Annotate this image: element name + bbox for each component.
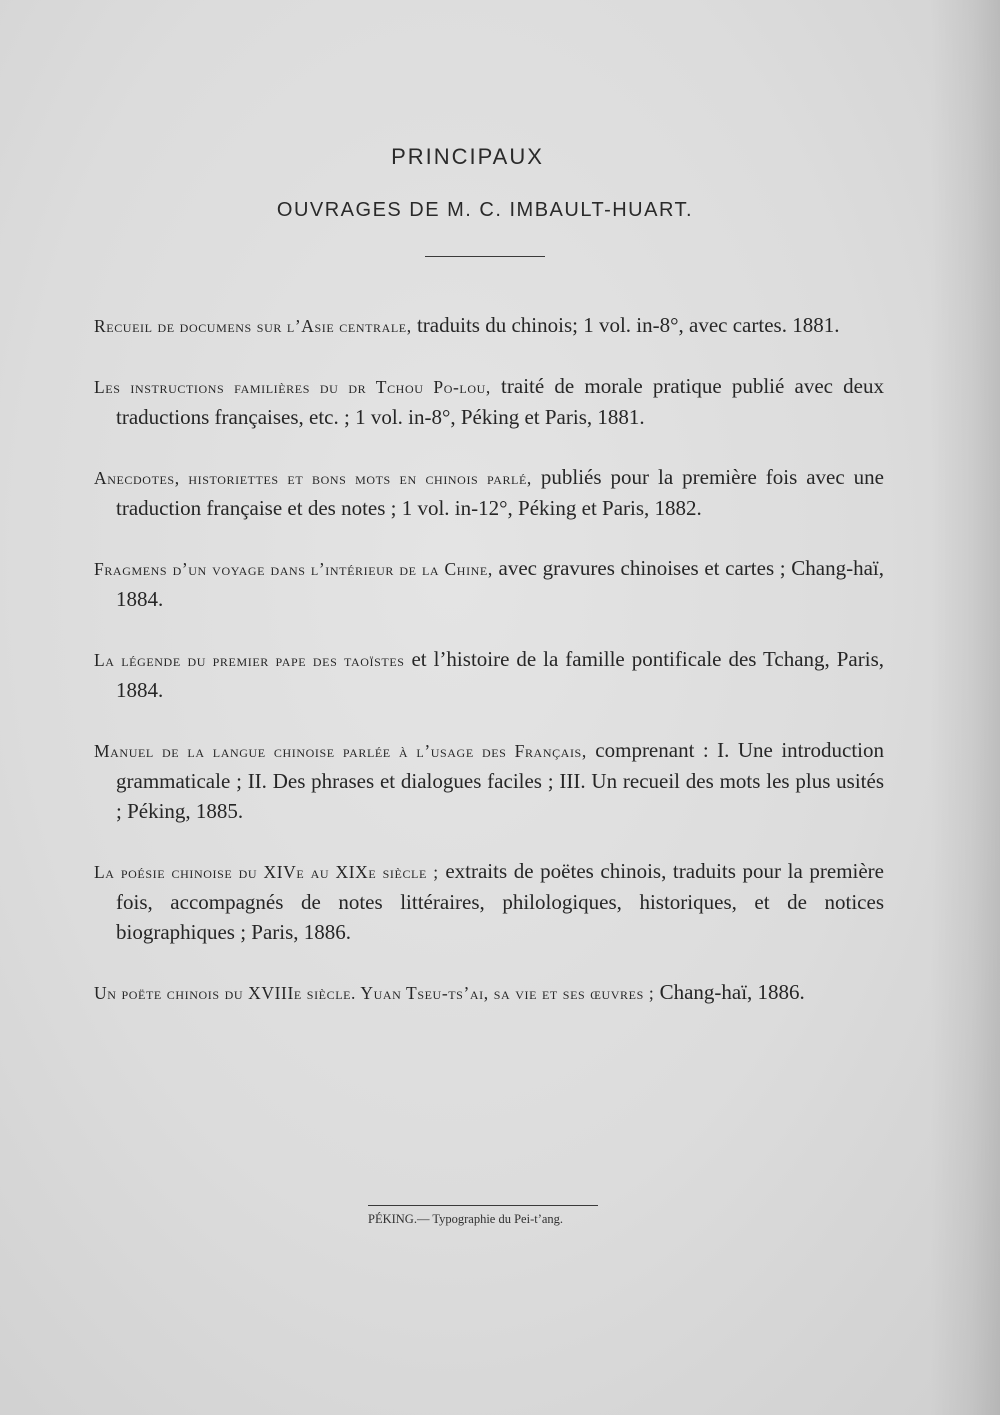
list-item bbox=[94, 977, 884, 1008]
list-item bbox=[94, 371, 884, 432]
entry-title: Un poëte chinois du XVIIIe siècle. Yuan Tseu-ts’ai, sa vie et ses œuvres ; bbox=[94, 983, 655, 1003]
entry-description: avec gravures chinoises et cartes ; Chang-haï, 1884. bbox=[116, 556, 884, 611]
entry-description: et l’histoire de la famille pontificale des Tchang, Paris, 1884. bbox=[116, 647, 884, 702]
list-item bbox=[94, 856, 884, 947]
entry-title: La légende du premier pape des taoïstes bbox=[94, 650, 405, 670]
entry-title: Anecdotes, historiettes et bons mots en chinois parlé, bbox=[94, 468, 532, 488]
entry-description: publiés pour la première fois avec une traduction française et des notes ; 1 vol. in-12°, Péking et Paris, 1882. bbox=[116, 465, 885, 520]
list-item bbox=[94, 310, 884, 341]
entry-title: Fragmens d’un voyage dans l’intérieur de la Chine, bbox=[94, 559, 493, 579]
entry-description: Chang-haï, 1886. bbox=[654, 980, 805, 1004]
entry-description: traduits du chinois; 1 vol. in-8°, avec cartes. 1881. bbox=[411, 313, 840, 337]
printer-imprint: PÉKING.— Typographie du Pei-t’ang. bbox=[368, 1212, 564, 1226]
entry-description: comprenant : I. Une introduction grammaticale ; II. Des phrases et dialogues faciles ; III. Un recueil des mots les plus usités ; Péking, 1885. bbox=[116, 738, 885, 823]
works-list bbox=[94, 310, 884, 1038]
list-item bbox=[94, 462, 884, 523]
entry-title: Les instructions familières du dr Tchou Po-lou, bbox=[94, 377, 491, 397]
page-title: PRINCIPAUX bbox=[391, 144, 544, 169]
entry-title: Manuel de la langue chinoise parlée à l’usage des Français, bbox=[94, 741, 587, 761]
imprint-divider bbox=[368, 1205, 598, 1206]
page-subtitle: OUVRAGES DE M. C. IMBAULT-HUART. bbox=[276, 199, 694, 221]
entry-description: traité de morale pratique publié avec deux traductions françaises, etc. ; 1 vol. in-8°, Péking et Paris, 1881. bbox=[116, 374, 884, 429]
title-divider bbox=[425, 256, 545, 257]
entry-title: La poésie chinoise du XIVe au XIXe siècle ; bbox=[94, 862, 439, 882]
list-item bbox=[94, 735, 884, 826]
list-item bbox=[94, 644, 884, 705]
entry-description: extraits de poëtes chinois, traduits pour la première fois, accompagnés de notes littéraires, philologiques, historiques, et de notices biographiques ; Paris, 1886. bbox=[116, 859, 884, 944]
list-item bbox=[94, 553, 884, 614]
entry-title: Recueil de documens sur l’Asie centrale, bbox=[94, 316, 412, 336]
